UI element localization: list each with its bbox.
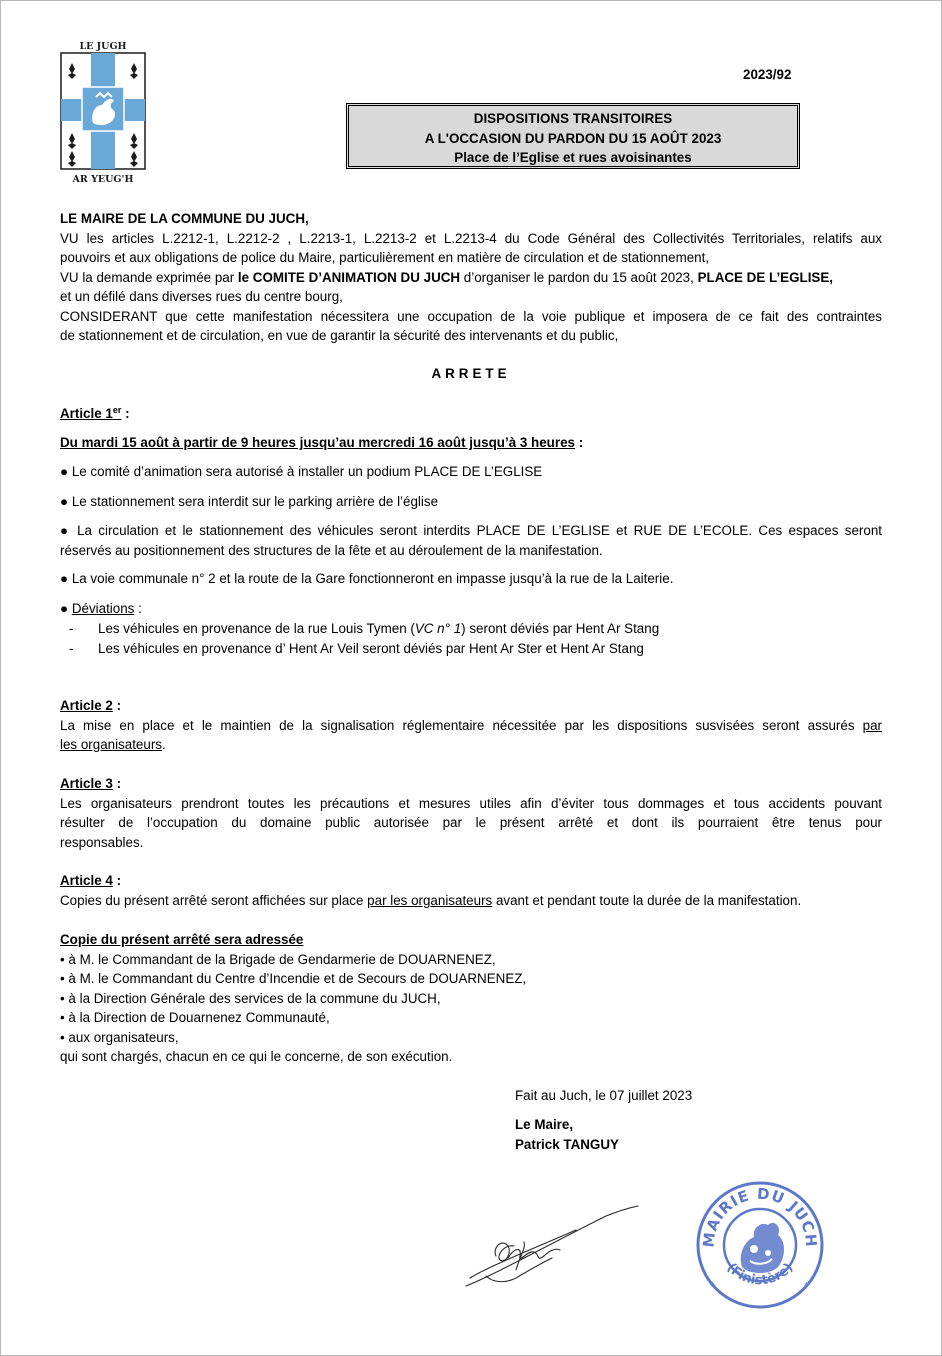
article-1-item-3-line-2: réservés au positionnement des structures de la fête et au déroulement de la manifestation.	[60, 542, 603, 558]
article-1-period-text: Du mardi 15 août à partir de 9 heures jusqu’au mercredi 16 août jusqu’à 3 heures	[60, 435, 575, 450]
dash-icon: -	[69, 640, 74, 656]
article-3-line-2: résulter de l’occupation du domaine public autorisée par le présent arrêté et dont ils pourraient être tenus pour	[60, 815, 882, 830]
copies-item-text: à M. le Commandant du Centre d’Incendie et de Secours de DOUARNENEZ,	[64, 971, 527, 986]
article-1-item-4-text: La voie communale n° 2 et la route de la Gare fonctionneront en impasse jusqu’à la rue de la Laiterie.	[68, 571, 674, 586]
title-line-3: Place de l’Eglise et rues avoisinantes	[454, 150, 692, 165]
title-box	[346, 103, 800, 169]
article-1-period-colon: :	[574, 435, 584, 450]
vu-request-committee: le COMITE D’ANIMATION DU JUCH	[237, 269, 461, 285]
article-2-line-2-a: les organisateurs	[60, 737, 162, 752]
article-1-label: Article 1	[60, 406, 113, 421]
copies-item-text: aux organisateurs,	[64, 1029, 179, 1045]
deviations-label: Déviations	[71, 601, 135, 616]
title-line-1: DISPOSITIONS TRANSITOIRES	[473, 111, 673, 126]
article-1-item-3-line-1	[60, 521, 882, 541]
vu-request-line-2: et un défilé dans diverses rues du centre bourg,	[60, 289, 343, 304]
article-3-heading	[60, 774, 882, 794]
article-4-line-a: Copies du présent arrêté seront affichées sur place	[60, 892, 368, 908]
copies-item-text: à M. le Commandant de la Brigade de Gendarmerie de DOUARNENEZ,	[64, 951, 496, 967]
bullet-icon: •	[60, 971, 65, 986]
article-1-item-3-text-1: La circulation et le stationnement des véhicules seront interdits PLACE DE L’EGLISE et RUE DE L’ECOLE. Ces espaces seront	[70, 523, 882, 538]
article-4-heading	[60, 871, 882, 891]
article-1-heading	[60, 404, 882, 424]
deviation-1-c: ) seront déviés par Hent Ar Stang	[461, 621, 660, 636]
article-4	[60, 871, 882, 910]
bullet-icon: ●	[60, 571, 69, 586]
vu-request-line-1	[60, 268, 882, 288]
article-1-colon: :	[121, 406, 130, 421]
article-1-item-2	[60, 492, 882, 512]
article-2-line-1-a: La mise en place et le maintien de la signalisation réglementaire nécessitée par les dispositions susvisées seront assurés	[60, 717, 863, 733]
arrete-heading: ARRETE	[431, 366, 511, 381]
article-1-period	[60, 433, 882, 453]
deviation-item-2-text: Les véhicules en provenance d’ Hent Ar Veil seront déviés par Hent Ar Ster et Hent Ar Stang	[98, 640, 644, 656]
article-1-item-2-text: Le stationnement sera interdit sur le parking arrière de l’église	[68, 494, 439, 509]
article-1-item-3	[60, 521, 882, 560]
signatory-role: Le Maire,	[515, 1117, 574, 1132]
preamble	[60, 209, 882, 346]
article-4-line-c: avant et pendant toute la durée de la manifestation.	[492, 892, 802, 908]
article-2-label: Article 2	[60, 698, 113, 713]
decree-reference-number: 2023/92	[743, 67, 792, 82]
mayor-heading: LE MAIRE DE LA COMMUNE DU JUCH,	[60, 211, 309, 226]
article-1-item-4	[60, 569, 882, 589]
commune-crest-logo	[60, 39, 146, 185]
bullet-icon: •	[60, 990, 65, 1006]
article-4-line	[60, 891, 882, 911]
article-4-colon: :	[112, 873, 122, 888]
signatory	[515, 1115, 619, 1154]
vu-request-text-a: VU la demande exprimée par	[60, 269, 238, 285]
article-3-line-3: responsables.	[60, 834, 144, 850]
deviations-list	[60, 619, 882, 659]
vu-articles-line-1: VU les articles L.2212-1, L.2212-2 , L.2213-1, L.2213-2 et L.2213-4 du Code Général des Collectivités Territoriales, relatifs aux	[60, 230, 882, 246]
article-3-label: Article 3	[60, 776, 113, 791]
svg-text:*: *	[710, 1281, 715, 1292]
copies-item	[60, 1028, 882, 1048]
deviation-item-1-text	[98, 619, 659, 639]
article-4-label: Article 4	[60, 873, 113, 888]
copies-item	[60, 950, 882, 970]
town-hall-stamp-icon	[694, 1179, 826, 1311]
copies-item-text: à la Direction Générale des services de la commune du JUCH,	[64, 990, 441, 1006]
copies-item	[60, 1008, 882, 1028]
considerant-line-1: CONSIDERANT que cette manifestation nécessitera une occupation de la voie publique et imposera de ce fait des contraintes	[60, 308, 882, 324]
place-and-date: Fait au Juch, le 07 juillet 2023	[515, 1088, 693, 1103]
svg-text:LE JUGH: LE JUGH	[79, 41, 127, 52]
copies-closing: qui sont chargés, chacun en ce qui le concerne, de son exécution.	[60, 1049, 453, 1064]
copies-item	[60, 989, 882, 1009]
vu-request-place: PLACE DE L’EGLISE,	[697, 269, 833, 285]
bullet-icon: •	[60, 1010, 65, 1025]
deviations-colon: :	[134, 601, 142, 616]
article-2-line-1-b: par	[862, 717, 882, 733]
article-2	[60, 696, 882, 755]
article-3	[60, 774, 882, 852]
vu-request-text-c: d’organiser le pardon du 15 août 2023,	[460, 269, 698, 285]
stamp-bottom-text: (Finistère)	[723, 1260, 797, 1289]
copies-section	[60, 930, 882, 1067]
bullet-icon: ●	[60, 601, 69, 616]
copies-heading: Copie du présent arrêté sera adressée	[60, 932, 304, 947]
dash-icon: -	[69, 621, 74, 636]
article-1-item-1-text: Le comité d’animation sera autorisé à installer un podium PLACE DE L’EGLISE	[68, 464, 543, 479]
article-3-colon: :	[112, 776, 122, 791]
article-2-line-2	[60, 735, 882, 755]
article-2-heading	[60, 696, 882, 716]
article-1-sup: er	[112, 405, 122, 415]
bullet-icon: ●	[60, 464, 69, 479]
article-3-line-1: Les organisateurs prendront toutes les précautions et mesures utiles afin d’éviter tous dommages et tous accidents pouvant	[60, 795, 882, 811]
deviation-item-1	[60, 619, 882, 639]
copies-item-text: à la Direction de Douarnenez Communauté,	[64, 1010, 330, 1025]
deviation-item-2	[60, 639, 882, 659]
title-line-2: A L'OCCASION DU PARDON DU 15 AOÛT 2023	[424, 130, 722, 146]
article-2-colon: :	[112, 698, 122, 713]
article-1-item-1	[60, 462, 882, 482]
deviation-1-a: Les véhicules en provenance de la rue Louis Tymen (	[98, 621, 415, 636]
signatory-name: Patrick TANGUY	[515, 1136, 619, 1152]
considerant-line-2: de stationnement et de circulation, en vue de garantir la sécurité des intervenants et du public,	[60, 328, 619, 343]
svg-text:AR YEUG'H: AR YEUG'H	[72, 174, 134, 185]
handwritten-signature-icon	[456, 1186, 646, 1296]
vu-articles-line-2: pouvoirs et aux obligations de police du Maire, particulièrement en matière de circulation et de stationnement,	[60, 250, 710, 265]
article-2-line-2-b: .	[161, 737, 166, 752]
article-4-line-b: par les organisateurs	[367, 892, 493, 908]
bullet-icon: •	[60, 951, 65, 967]
deviation-1-road-code: VC n° 1	[414, 621, 462, 636]
copies-item	[60, 969, 882, 989]
bullet-icon: ●	[60, 523, 71, 538]
stamp-top-text: MAIRIE DU JUCH	[699, 1184, 821, 1249]
bullet-icon: •	[60, 1029, 65, 1045]
svg-text:*: *	[804, 1281, 809, 1292]
bullet-icon: ●	[60, 494, 69, 509]
article-2-line-1	[60, 716, 882, 736]
deviations-heading	[60, 599, 882, 619]
